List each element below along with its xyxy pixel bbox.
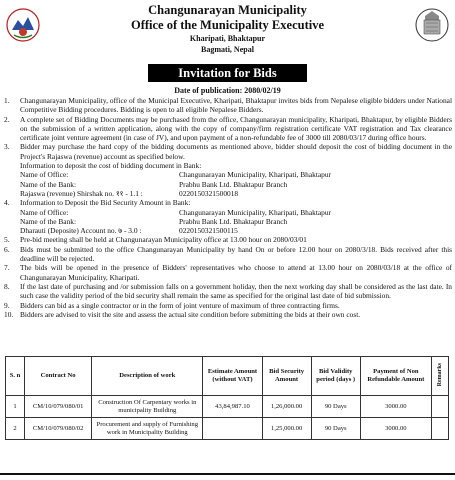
- list-item: [4, 235, 452, 244]
- cell-remarks: [431, 396, 448, 418]
- account-label: Rajaswa (revenue) Shirshak no. ११ - 1.1 :: [20, 188, 143, 198]
- publication-date: Date of publication: 2080/02/19: [174, 86, 281, 95]
- item-number: 1.: [4, 96, 10, 105]
- bank-label: Name of the Bank:: [20, 216, 77, 226]
- bank-info-block: [4, 161, 452, 198]
- cell-payment: 3000.00: [360, 418, 431, 440]
- cell-estimate: 43,84,987.10: [203, 396, 262, 418]
- table-header-row: [6, 357, 449, 396]
- table-row: [6, 418, 449, 440]
- col-header-contract-no: Contract No: [25, 357, 92, 396]
- office-value: Changunarayan Municipality, Kharipati, Bhaktapur: [179, 170, 332, 180]
- cell-sn: 1: [6, 396, 25, 418]
- item-number: 5.: [4, 235, 10, 245]
- col-header-payment: Payment of Non Refundable Amount: [360, 357, 431, 396]
- list-item: [4, 198, 452, 235]
- list-item: [4, 263, 452, 282]
- cell-validity: 90 Days: [311, 418, 360, 440]
- item-number: 4.: [4, 198, 10, 208]
- item-number: 10.: [4, 309, 14, 319]
- bids-table: [5, 356, 449, 440]
- office-name: Office of the Municipality Executive: [130, 18, 325, 32]
- account-value: 0220150321500018: [179, 188, 239, 198]
- cell-validity: 90 Days: [311, 396, 360, 418]
- col-header-estimate: Estimate Amount (without VAT): [203, 357, 262, 396]
- list-item: [4, 115, 452, 143]
- account-value: 0220150321500115: [179, 226, 238, 236]
- item-text: Bidders can bid as a single contractor or in the form of joint venture of maximum of three contracting firms.: [20, 300, 340, 310]
- address-line-1: Kharipati, Bhaktapur: [189, 34, 266, 43]
- cell-remarks: [431, 418, 448, 440]
- org-name: Changunarayan Municipality: [148, 3, 307, 17]
- item-number: 7.: [4, 263, 10, 273]
- cell-description: Construction Of Carpentary works in municipality Building: [92, 396, 203, 418]
- col-header-description: Description of work: [92, 357, 203, 396]
- item-text: A complete set of Bidding Documents may be purchased from the office, Changunarayan municipality, Kharipati, Bhaktapur, by eligible Bidders on the submission of a written application, along with the copy of company/firm registration certificate VAT registration and Tax clearance certificate joint venture agreement (in case of JV), and upon payment of a non-refundable fee of 3000 till 2080/03/17 during office hours.: [20, 114, 452, 143]
- list-item: [4, 245, 452, 264]
- address-line-2: Bagmati, Nepal: [201, 45, 254, 54]
- cell-bid-security: 1,26,000.00: [262, 396, 311, 418]
- item-text: The bids will be opened in the presence of Bidders' representatives who choose to attend at 13.00 hour on 2080/03/18 at the office of Changunarayan Municipality, Kharipati.: [20, 263, 452, 282]
- cell-description: Procurement and supply of Furnishing work in Municipality Building: [92, 418, 203, 440]
- cell-contract-no: CM/10/079/080/01: [25, 396, 92, 418]
- cell-sn: 2: [6, 418, 25, 440]
- list-item: [4, 301, 452, 310]
- account-label: Dharauti (Deposite) Account no. ७ - 3.0 :: [20, 226, 142, 236]
- col-header-sn: S. n: [6, 357, 25, 396]
- notice-body: [4, 96, 452, 319]
- bank-intro: Information to deposit the cost of bidding document in Bank:: [20, 161, 202, 171]
- office-value: Changunarayan Municipality, Kharipati, Bhaktapur: [179, 207, 332, 217]
- item-number: 9.: [4, 300, 10, 310]
- item-text: Bids must be submitted to the office Changunarayan Municipality by hand On or before 12.00 hour on 2080/3/18. Bids received after this deadline will be rejected.: [20, 244, 452, 264]
- item-number: 6.: [4, 244, 10, 254]
- cell-bid-security: 1,25,000.00: [262, 418, 311, 440]
- bank-value: Prabhu Bank Ltd. Bhaktapur Branch: [179, 216, 288, 226]
- item-text: Bidder may purchase the hard copy of the bidding documents as mentioned above, bidder should deposit the cost of bidding document in the Project's Rajaswa (revenue) account as specified below.: [20, 142, 452, 161]
- bank-label: Name of the Bank:: [20, 179, 77, 189]
- item-text: Pre-bid meeting shall be held at Changunarayan Municipality office at 13.00 hour on 2080/03/01: [20, 235, 307, 245]
- item-number: 3.: [4, 142, 10, 152]
- office-label: Name of Office:: [20, 170, 69, 180]
- col-header-validity: Bid Validity period (days ): [311, 357, 360, 396]
- col-header-remarks: Remarks: [431, 357, 448, 396]
- item-number: 8.: [4, 281, 10, 291]
- cell-payment: 3000.00: [360, 396, 431, 418]
- item-text: Bidders are advised to visit the site and assess the actual site condition before submitting the bids at their own cost.: [20, 309, 361, 319]
- office-label: Name of Office:: [20, 207, 69, 217]
- list-item: [4, 96, 452, 115]
- item-text: Changunarayan Municipality, office of the Municipal Executive, Kharipati, Bhaktapur invites bids from Nepalese eligible bidders under National Competitive Bidding procedures. Bidding is open to all eligible Nepalese Bidders.: [20, 96, 452, 115]
- list-item: [4, 282, 452, 301]
- col-header-bid-security: Bid Security Amount: [262, 357, 311, 396]
- table-row: [6, 396, 449, 418]
- letterhead: [0, 3, 455, 55]
- list-item: [4, 142, 452, 161]
- list-item: [4, 310, 452, 319]
- bank-value: Prabhu Bank Ltd. Bhaktapur Branch: [179, 179, 288, 189]
- page-divider: [0, 473, 455, 475]
- item-text: Information to Deposit the Bid Security Amount in Bank:: [20, 198, 191, 208]
- notice-title: Invitation for Bids: [148, 64, 307, 82]
- item-text: If the last date of purchasing and /or submission falls on a government holiday, then the next working day shall be considered as the last date. In such case the validity period of the bid security shall remain the same as specified for the original last date of bid submission.: [20, 281, 452, 301]
- item-number: 2.: [4, 114, 10, 124]
- cell-contract-no: CM/10/079/080/02: [25, 418, 92, 440]
- cell-estimate: [203, 418, 262, 440]
